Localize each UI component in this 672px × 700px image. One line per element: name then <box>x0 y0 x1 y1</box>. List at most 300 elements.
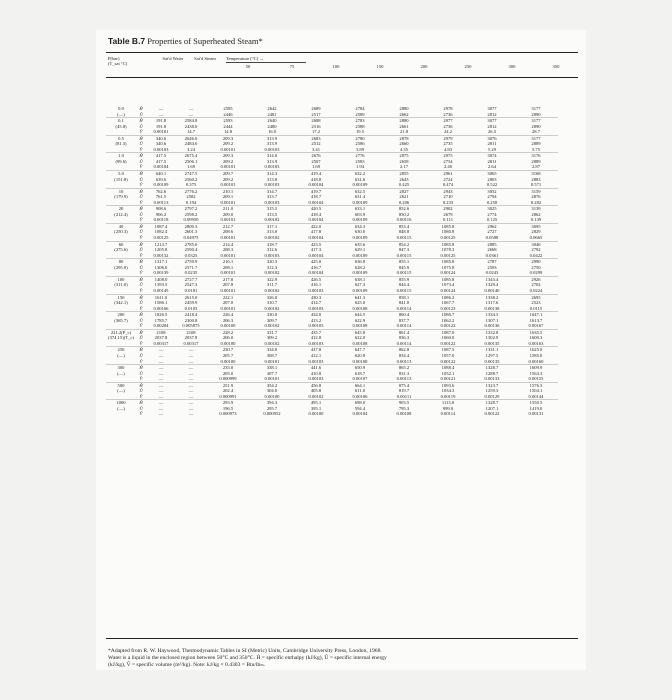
property-value: 2444 <box>223 123 233 129</box>
property-value: 1067.7 <box>441 300 455 306</box>
property-value: 0.00113 <box>396 358 412 364</box>
property-value: 854.2 <box>382 241 426 247</box>
property-value: 304.0 <box>266 388 278 394</box>
property-symbol: V̂ <box>139 146 143 152</box>
property-symbol: Û <box>139 405 143 411</box>
property-value: 1563.3 <box>529 370 543 376</box>
property-value: 1086.7 <box>426 312 470 318</box>
property-value: 311.7 <box>266 282 278 288</box>
property-value: 2735 <box>443 141 453 147</box>
property-value: 1078.3 <box>441 247 455 253</box>
footnote-line-3: (kJ/kg), V̂ = specific volume (m³/kg). Note: kJ/kg × 0.4303 = Btu/lbₘ. <box>108 662 266 669</box>
property-value: 425.0 <box>294 259 338 265</box>
property-value: 0.00100 <box>220 358 236 364</box>
property-value: — <box>146 347 176 353</box>
property-symbol: Û <box>139 388 143 394</box>
property-value: 191.8 <box>155 123 167 129</box>
property-value: — <box>158 358 164 364</box>
property-value: 0.425 <box>398 182 410 188</box>
property-value: 2827 <box>382 188 426 194</box>
property-value: 0.00125 <box>153 235 169 241</box>
property-value: 1082.4 <box>154 229 168 235</box>
table-title-text: Properties of Superheated Steam* <box>147 36 263 46</box>
property-value: 1085.8 <box>426 276 470 282</box>
pressure-value: 0.1 <box>106 118 136 124</box>
saturation-temperature: (275.6) <box>114 247 128 253</box>
property-value: 0.00101 <box>220 305 236 311</box>
property-value: — <box>188 111 194 117</box>
property-value: 314.0 <box>250 153 294 159</box>
property-value: 1259.3 <box>485 388 499 394</box>
property-value: 2615.0 <box>176 294 206 300</box>
property-value: 611.0 <box>354 388 366 394</box>
saturation-temperature: (—) <box>117 405 125 411</box>
property-value: 0.00123 <box>440 305 456 311</box>
property-value: 2642 <box>267 106 277 111</box>
property-value: 2108 <box>176 329 206 335</box>
property-value: 312.6 <box>266 247 278 253</box>
property-value: — <box>188 405 194 411</box>
property-value: 0.00101 <box>220 252 236 258</box>
property-value: 0.00136 <box>484 323 500 329</box>
property-value: 209.7 <box>206 171 250 177</box>
property-value: 2876 <box>531 194 541 200</box>
property-value: 205.7 <box>222 352 234 358</box>
property-value: — <box>146 400 176 406</box>
property-value: 1.69 <box>186 164 196 170</box>
saturation-temperature: (—) <box>117 388 125 394</box>
property-value: 417.8 <box>310 229 322 235</box>
property-value: 2481 <box>267 111 277 117</box>
pressure-value: 250 <box>106 347 136 353</box>
property-value: 2776.2 <box>176 188 206 194</box>
property-value: 625.0 <box>354 300 366 306</box>
property-symbol: V̂ <box>139 270 143 276</box>
property-value: 875.4 <box>382 382 426 388</box>
property-value: 0.0103 <box>184 305 198 311</box>
property-value: 0.258 <box>486 199 498 205</box>
property-value: 841.0 <box>398 300 410 306</box>
footnote-line-1: *Adapted from R. W. Haywood, Thermodynamic Tables in SI (Metric) Units, Cambridge University Press, London, 1968. <box>108 648 382 654</box>
property-value: 2803 <box>487 176 497 182</box>
saturation-temperature: (—) <box>117 111 125 117</box>
property-value: 0.005875 <box>182 323 200 329</box>
property-value: 0.00104 <box>308 235 324 241</box>
sat-water-header: Sat'd Water <box>162 56 184 61</box>
property-value: 645.8 <box>338 329 382 335</box>
property-value: 2037.8 <box>154 335 168 341</box>
property-value: 3025 <box>470 206 514 212</box>
property-value: 0.00103 <box>308 376 324 382</box>
footnote <box>108 648 578 670</box>
property-value: 2590.4 <box>184 247 198 253</box>
property-value: 0.00103 <box>308 287 324 293</box>
property-value: 2668 <box>487 247 497 253</box>
property-symbol: Û <box>139 229 143 235</box>
property-value: 847.3 <box>398 247 410 253</box>
property-value: 17.2 <box>311 129 321 135</box>
saturation-temperature: (45.8) <box>115 123 127 129</box>
textbook-page <box>96 30 586 670</box>
property-value: 0.00114 <box>396 340 412 346</box>
property-value: 2480 <box>267 123 277 129</box>
property-value: 226.4 <box>206 312 250 318</box>
property-symbol: V̂ <box>139 411 143 417</box>
property-value: 1207.1 <box>485 405 499 411</box>
property-value: 2812 <box>487 123 497 129</box>
property-symbol: Û <box>139 194 143 200</box>
pressure-value: 20 <box>106 206 136 212</box>
property-value: 0.00102 <box>264 323 280 329</box>
property-value: 0.00167 <box>528 323 544 329</box>
property-value: 0.00101 <box>264 358 280 364</box>
property-value: 2727.7 <box>176 276 206 282</box>
property-value: 2710 <box>443 194 453 200</box>
property-value: 0.00129 <box>484 393 500 399</box>
property-value: 0.00317 <box>183 340 199 346</box>
property-value: 0.00103 <box>264 199 280 205</box>
property-value: 322.9 <box>250 276 294 282</box>
property-value: 664.1 <box>338 382 382 388</box>
property-value: 2734 <box>443 158 453 164</box>
property-value: 0.00108 <box>352 305 368 311</box>
property-value: 2829 <box>531 229 541 235</box>
property-value: 0.00103 <box>308 323 324 329</box>
property-symbol: V̂ <box>139 252 143 258</box>
property-value: 2689 <box>311 106 321 111</box>
property-value: 2506.1 <box>184 158 198 164</box>
property-value: 211.0 <box>206 206 250 212</box>
property-value: 2108 <box>146 329 176 335</box>
property-value: 1785.7 <box>154 317 168 323</box>
property-value: 0.111 <box>443 217 453 223</box>
property-value: 209.3 <box>206 135 250 141</box>
property-symbol: Ĥ <box>136 365 146 371</box>
property-value: 861.4 <box>382 329 426 335</box>
property-symbol: Û <box>139 123 143 129</box>
property-value: 3.41 <box>311 146 321 152</box>
property-value: 0.00101 <box>264 376 280 382</box>
property-value: 330.0 <box>250 312 294 318</box>
property-value: 21.8 <box>399 129 409 135</box>
property-value: 1329.4 <box>485 282 499 288</box>
property-value: — <box>158 111 164 117</box>
property-value: 2679 <box>443 211 453 217</box>
property-value: 0.00114 <box>396 323 412 329</box>
property-value: 0.00101 <box>220 182 236 188</box>
property-value: 0.000952 <box>263 411 281 417</box>
property-value: 844.4 <box>398 282 410 288</box>
property-value: 0.00107 <box>352 376 368 382</box>
property-value: 0.00100 <box>220 323 236 329</box>
property-value: 416.1 <box>310 282 322 288</box>
property-value: 2702 <box>531 282 541 288</box>
temperature-header: Temperature (°C) → <box>226 56 264 61</box>
property-value: 862.8 <box>382 347 426 353</box>
property-value: 2446 <box>223 111 233 117</box>
property-value: 2797.2 <box>176 206 206 212</box>
property-value: 1408.0 <box>146 276 176 282</box>
property-value: 423.5 <box>294 241 338 247</box>
property-value: 418.7 <box>310 194 322 200</box>
property-value: 313.8 <box>266 176 278 182</box>
property-value: 2875 <box>382 153 426 159</box>
property-value: 417.3 <box>310 247 322 253</box>
property-value: 0.00101 <box>220 287 236 293</box>
property-value: 4.35 <box>399 146 409 152</box>
property-value: 209.0 <box>222 211 234 217</box>
property-symbol: Ĥ <box>136 400 146 406</box>
property-value: 1328.7 <box>470 400 514 406</box>
property-value: 2593 <box>487 264 497 270</box>
property-symbol: Û <box>139 247 143 253</box>
pressure-value: 0.5 <box>106 135 136 141</box>
property-value: 312.3 <box>266 264 278 270</box>
property-value: 0.206 <box>398 199 410 205</box>
property-value: 1288.7 <box>485 370 499 376</box>
property-symbol: Ĥ <box>139 106 143 111</box>
property-value: 0.00155 <box>528 376 544 382</box>
property-value: 0.04975 <box>183 235 199 241</box>
property-value: 3074 <box>470 153 514 159</box>
property-value: 228.2 <box>206 329 250 335</box>
property-value: 0.00115 <box>396 252 412 258</box>
temp-col-header: 150 <box>376 64 384 69</box>
property-value: 0.00204 <box>153 323 169 329</box>
property-value: 16.0 <box>267 129 277 135</box>
property-value: 0.00160 <box>528 358 544 364</box>
pressure-value: 150 <box>106 294 136 300</box>
property-value: 0.0115 <box>529 305 543 311</box>
saturation-temperature: (151.8) <box>114 176 128 182</box>
property-value: 650.9 <box>338 365 382 371</box>
property-value: 0.00124 <box>440 270 456 276</box>
property-value: 14.7 <box>186 129 196 135</box>
pressure-value: 500 <box>106 382 136 388</box>
property-symbol: Û <box>139 111 143 117</box>
property-value: 5.29 <box>487 146 497 152</box>
property-value: 0.0243 <box>485 270 499 276</box>
property-value: 430.3 <box>294 294 338 300</box>
property-value: 5.75 <box>531 146 541 152</box>
property-symbol: Ĥ <box>136 223 146 229</box>
property-value: 0.00101 <box>220 164 236 170</box>
property-value: — <box>188 411 194 417</box>
property-symbol: Û <box>139 335 143 341</box>
property-value: 313.5 <box>266 211 278 217</box>
property-symbol: V̂ <box>139 340 143 346</box>
property-symbol: Ĥ <box>136 135 146 141</box>
property-value: 1093.6 <box>426 382 470 388</box>
property-value: 1075.8 <box>441 264 455 270</box>
pressure-value: 1000 <box>106 400 136 406</box>
property-value: 0.000991 <box>219 393 237 399</box>
property-value: — <box>188 376 194 382</box>
property-value: 1085.8 <box>426 241 470 247</box>
property-value: 495.1 <box>294 400 338 406</box>
pressure-header-label: P(bar) <box>108 56 120 61</box>
property-value: 0.00100 <box>220 340 236 346</box>
property-symbol: V̂ <box>139 182 143 188</box>
property-value: 340.6 <box>146 135 176 141</box>
property-value: 1317.6 <box>485 300 499 306</box>
property-value: 394.3 <box>250 400 294 406</box>
label-spacer <box>106 411 136 417</box>
property-value: 456.8 <box>294 382 338 388</box>
saturation-temperature: (365.7) <box>114 317 128 323</box>
property-value: 412.8 <box>310 335 322 341</box>
property-value: — <box>158 370 164 376</box>
property-value: 0.00103 <box>264 164 280 170</box>
property-value: 1338.2 <box>470 294 514 300</box>
property-value: 0.00102 <box>264 270 280 276</box>
property-value: — <box>158 388 164 394</box>
property-value: 326.0 <box>250 294 294 300</box>
property-value: 4.83 <box>443 146 453 152</box>
property-value: 410.8 <box>310 370 322 376</box>
property-value: — <box>158 411 164 417</box>
property-value: 0.00104 <box>352 411 368 417</box>
property-value: 1086.2 <box>426 294 470 300</box>
property-value: 205.0 <box>222 370 234 376</box>
property-value: 19.5 <box>355 129 365 135</box>
property-value: 308.7 <box>266 352 278 358</box>
property-value: 1057.0 <box>441 352 455 358</box>
table-number: Table B.7 <box>108 36 146 46</box>
property-value: 0.125 <box>486 217 498 223</box>
property-symbol: Û <box>139 176 143 182</box>
property-value: 196.5 <box>222 405 234 411</box>
property-value: 603.9 <box>354 211 366 217</box>
property-value: 3095 <box>514 223 558 229</box>
property-value: 632.2 <box>338 171 382 177</box>
property-value: 3077 <box>487 106 497 111</box>
property-value: 0.00103 <box>264 182 280 188</box>
temp-col-header: 50 <box>245 64 251 69</box>
property-value: 0.282 <box>530 199 542 205</box>
property-value: 634.3 <box>338 223 382 229</box>
property-value: 210.1 <box>206 188 250 194</box>
property-value: 0.00108 <box>352 340 368 346</box>
temp-col-header: 300 <box>508 64 516 69</box>
property-value: 1504.1 <box>529 388 543 394</box>
property-value: 0.00106 <box>352 393 368 399</box>
footnote-line-2: Water is a liquid in the enclosed region between 50°C and 350°C. Ĥ = specific enthalpy (kJ/kg), Û = specific internal energy <box>108 655 387 662</box>
property-value: 0.0361 <box>485 252 499 258</box>
property-value: 191.8 <box>146 118 176 124</box>
bottom-rule <box>106 638 578 639</box>
property-symbol: Û <box>139 264 143 270</box>
property-value: 14.8 <box>223 129 233 135</box>
property-value: 1302.9 <box>485 335 499 341</box>
property-value: 1113.0 <box>426 400 470 406</box>
property-symbol: Ĥ <box>136 171 146 177</box>
saturation-temperature: (212.4) <box>114 211 128 217</box>
property-value: 2300.8 <box>184 317 198 323</box>
property-value: 2512 <box>311 141 321 147</box>
property-value: 437.8 <box>294 347 338 353</box>
property-value: 2.40 <box>443 164 453 170</box>
property-value: 819.7 <box>398 388 410 394</box>
property-value: 906.2 <box>155 211 167 217</box>
property-value: 1.69 <box>311 164 321 170</box>
property-value: 0.194 <box>185 199 197 205</box>
property-value: 698.0 <box>338 400 382 406</box>
property-value: 2890 <box>531 123 541 129</box>
property-value: 3077 <box>470 118 514 124</box>
property-value: 0.00131 <box>528 411 544 417</box>
property-value: 0.474 <box>442 182 454 188</box>
property-value: 0.00109 <box>352 235 368 241</box>
pressure-value: 1.0 <box>106 153 136 159</box>
property-value: — <box>188 352 194 358</box>
property-value: 0.00101 <box>153 129 169 135</box>
property-value: 0.00109 <box>352 287 368 293</box>
property-value: 1323.7 <box>470 382 514 388</box>
property-value: 1087.4 <box>146 223 176 229</box>
property-value: 2484.0 <box>184 141 198 147</box>
property-value: 2695 <box>514 294 558 300</box>
property-value: 24.2 <box>443 129 453 135</box>
property-value: 629.1 <box>354 247 366 253</box>
property-value: — <box>158 393 164 399</box>
property-value: 0.139 <box>530 217 542 223</box>
property-value: 2792 <box>531 247 541 253</box>
property-value: 1331.1 <box>470 347 514 353</box>
property-value: 0.00103 <box>264 252 280 258</box>
property-value: 3065 <box>470 171 514 177</box>
table-row <box>106 411 558 417</box>
property-value: 405.8 <box>310 388 322 394</box>
property-symbol: V̂ <box>139 376 143 382</box>
table-title <box>108 36 263 46</box>
property-value: — <box>176 400 206 406</box>
property-value: 0.00102 <box>308 393 324 399</box>
property-value: 0.00102 <box>264 217 280 223</box>
property-symbol: Û <box>139 282 143 288</box>
property-value: 0.00104 <box>308 270 324 276</box>
property-value: 0.00145 <box>153 287 169 293</box>
property-value: 2516 <box>311 123 321 129</box>
property-value: 414.7 <box>310 300 322 306</box>
property-value: 2547.3 <box>184 282 198 288</box>
property-symbol: Ĥ <box>136 188 146 194</box>
saturation-temperature: (250.3) <box>114 229 128 235</box>
property-value: — <box>146 365 176 371</box>
property-value: 2878 <box>382 135 426 141</box>
property-value: 3177 <box>514 135 558 141</box>
property-value: 2883 <box>531 176 541 182</box>
property-value: — <box>158 405 164 411</box>
property-value: 1085.8 <box>426 223 470 229</box>
property-value: — <box>158 352 164 358</box>
property-value: 0.00317 <box>153 340 169 346</box>
property-value: 441.6 <box>294 365 338 371</box>
property-symbol: Û <box>139 352 143 358</box>
property-symbol: V̂ <box>139 323 143 329</box>
pressure-value: 10 <box>106 188 136 194</box>
property-value: 422.0 <box>294 223 338 229</box>
property-value: 419.7 <box>294 188 338 194</box>
property-value: 412.1 <box>310 352 322 358</box>
property-value: 622.0 <box>354 335 366 341</box>
top-rule <box>106 52 578 53</box>
property-value: 2943 <box>426 188 470 194</box>
property-value: 2862 <box>531 211 541 217</box>
property-value: 1088.4 <box>426 365 470 371</box>
property-value: 627.3 <box>354 282 366 288</box>
property-value: 0.00122 <box>440 323 456 329</box>
